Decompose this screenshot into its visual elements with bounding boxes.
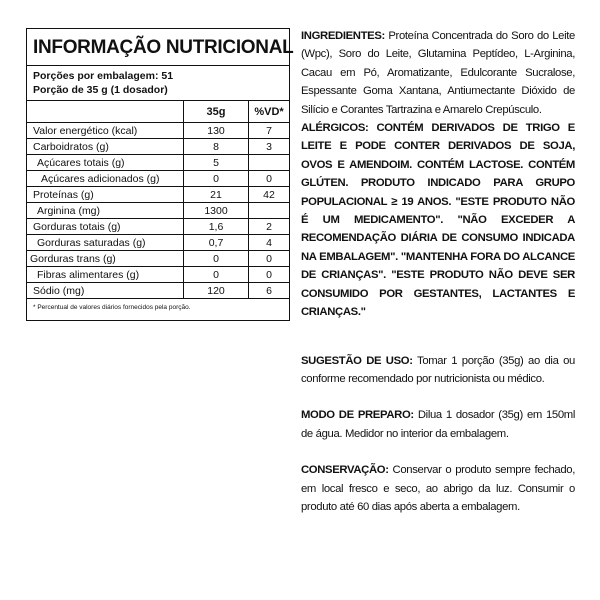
nutrient-amount: 120 [184,283,249,299]
nutrient-name: Açúcares totais (g) [27,155,184,171]
table-row [27,187,289,203]
nutrition-title: INFORMAÇÃO NUTRICIONAL [27,29,289,66]
preparation-text: Dilua 1 dosador (35g) em 150ml de água. Medidor no interior da embalagem. [301,409,575,440]
storage-text: Conservar o produto sempre fechado, em local fresco e seco, ao abrigo da luz. Consumir o produto até 60 dias após aberta a embalagem. [301,464,575,513]
nutrition-facts-table [26,28,294,321]
nutrient-vd: 3 [249,139,290,155]
table-row [27,251,289,267]
nutrient-vd [249,203,290,219]
nutrient-amount: 0 [184,171,249,187]
nutrient-amount: 0 [184,267,249,283]
ingredients-label: INGREDIENTES: [301,30,385,42]
usage-paragraph [301,352,575,389]
header-amount-col: 35g [184,101,249,123]
product-info-column [301,27,575,516]
nutrient-vd: 6 [266,284,272,297]
nutrient-name: Gorduras trans (g) [27,251,184,267]
nutrient-rows [27,101,289,298]
nutrient-name: Arginina (mg) [27,203,184,219]
usage-text: Tomar 1 porção (35g) ao dia ou conforme recomendado por nutricionista ou médico. [301,354,575,385]
nutrient-vd: 2 [249,219,290,235]
preparation-paragraph [301,406,575,443]
nutrient-vd: 0 [249,171,290,187]
nutrient-amount: 0,7 [184,235,249,251]
nutrient-name: Fibras alimentares (g) [27,267,184,283]
table-row [27,171,289,187]
preparation-label: MODO DE PREPARO: [301,409,414,422]
portion-size: Porção de 35 g (1 dosador) [33,84,168,96]
nutrient-vd: 7 [249,123,290,139]
storage-label: CONSERVAÇÃO: [301,464,389,477]
usage-label: SUGESTÃO DE USO: [301,354,413,367]
table-row [27,155,289,171]
ingredients-text: Proteína Concentrada do Soro do Leite (Wpc), Soro do Leite, Glutamina Peptídeo, L-Arginina, Cacau em Pó, Aromatizante, Edulcorante Sucralose, Espessante Goma Xantana, Antiumectante Dióxido de Silício e Corantes Tartrazina e Amarelo Crepúsculo. [301,30,575,116]
nutrient-name: Carboidratos (g) [27,139,184,155]
table-header-row [27,101,289,123]
table-row [27,219,289,235]
table-row [27,235,289,251]
table-row [27,283,289,299]
header-nutrient-col [27,101,184,123]
vd-footnote: * Percentual de valores diários fornecidos pela porção. [27,298,289,320]
nutrient-vd: 0 [249,251,290,267]
table-row [27,203,289,219]
storage-paragraph [301,461,575,516]
nutrient-amount: 1300 [184,203,249,219]
nutrient-amount: 8 [184,139,249,155]
ingredients-paragraph [301,27,575,119]
nutrient-name: Valor energético (kcal) [27,123,184,139]
nutrient-name: Sódio (mg) [27,283,184,299]
servings-per-package: Porções por embalagem: 51 [33,70,174,82]
table-row [27,267,289,283]
nutrient-amount: 5 [184,155,249,171]
nutrient-name: Proteínas (g) [27,187,184,203]
nutrient-name: Gorduras totais (g) [27,219,184,235]
nutrient-amount: 1,6 [184,219,249,235]
table-row [27,123,289,139]
table-row [27,139,289,155]
header-vd-col: %VD* [249,101,290,123]
nutrient-amount: 130 [184,123,249,139]
nutrient-vd: 42 [249,187,290,203]
nutrient-vd: 0 [249,267,290,283]
nutrient-name: Gorduras saturadas (g) [27,235,184,251]
nutrient-amount: 21 [184,187,249,203]
nutrient-name: Açúcares adicionados (g) [27,171,184,187]
allergens-paragraph: ALÉRGICOS: CONTÉM DERIVADOS DE TRIGO E LEITE E PODE CONTER DERIVADOS DE SOJA, OVOS E AMENDOIM. CONTÉM LACTOSE. CONTÉM GLÚTEN. PRODUTO INDICADO PARA GRUPO POPULACIONAL ≥ 19 ANOS. "ESTE PRODUTO NÃO É UM MEDICAMENTO". "NÃO EXCEDER A RECOMENDAÇÃO DIÁRIA DE CONSUMO INDICADA NA EMBALAGEM". "MANTENHA FORA DO ALCANCE DE CRIANÇAS". "ESTE PRODUTO NÃO DEVE SER CONSUMIDO POR GESTANTES, LACTANTES E CRIANÇAS." [301,122,575,319]
nutrient-vd: 4 [249,235,290,251]
nutrient-vd [249,155,290,171]
nutrient-amount: 0 [184,251,249,267]
portion-info [27,66,289,101]
